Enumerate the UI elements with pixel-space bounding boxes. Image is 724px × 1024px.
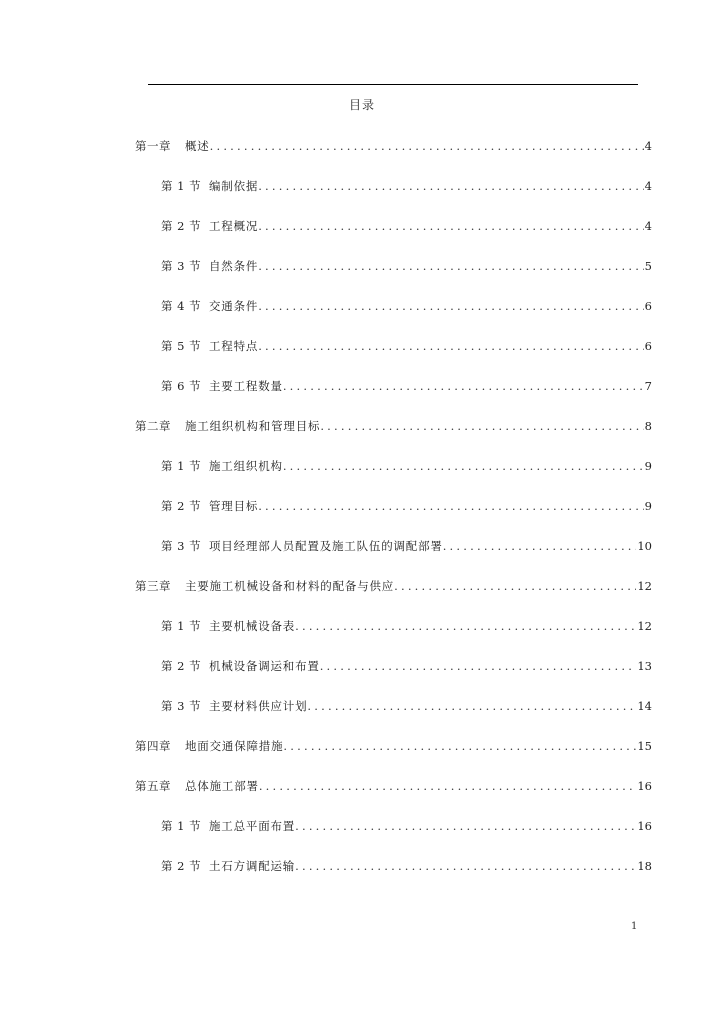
toc-leader bbox=[258, 338, 643, 354]
toc-title: 目录 bbox=[348, 98, 375, 112]
toc-label: 第 2 节 bbox=[161, 219, 202, 233]
toc-leader bbox=[295, 818, 636, 834]
toc-label: 第三章 bbox=[135, 579, 171, 593]
toc-leader bbox=[283, 458, 644, 474]
toc-entry-ch1-sec3[interactable] bbox=[161, 258, 652, 274]
toc-text: 施工组织机构和管理目标 bbox=[185, 419, 321, 433]
toc-page: 6 bbox=[644, 339, 652, 353]
toc-entry-ch1-sec2[interactable] bbox=[161, 218, 652, 234]
toc-leader bbox=[258, 298, 643, 314]
toc-label: 第 1 节 bbox=[161, 819, 202, 833]
toc-label: 第二章 bbox=[135, 419, 171, 433]
toc-page: 4 bbox=[644, 139, 652, 153]
toc-entry-ch5-sec1[interactable] bbox=[161, 818, 652, 834]
toc-label: 第 6 节 bbox=[161, 379, 202, 393]
toc-label: 第 4 节 bbox=[161, 299, 202, 313]
toc-page: 4 bbox=[644, 219, 652, 233]
toc-label: 第 3 节 bbox=[161, 539, 202, 553]
toc-entry-ch2-sec3[interactable] bbox=[161, 538, 652, 554]
toc-page: 10 bbox=[637, 539, 652, 553]
toc-text: 总体施工部署 bbox=[185, 779, 259, 793]
toc-label: 第 2 节 bbox=[161, 659, 202, 673]
toc-entry-ch1-sec6[interactable] bbox=[161, 378, 652, 394]
toc-leader bbox=[320, 658, 637, 674]
toc-entry-ch5-sec2[interactable] bbox=[161, 858, 652, 874]
toc-text: 编制依据 bbox=[209, 179, 259, 193]
toc-label: 第 2 节 bbox=[161, 859, 202, 873]
toc-entry-ch2-sec2[interactable] bbox=[161, 498, 652, 514]
toc-entry-ch3-sec2[interactable] bbox=[161, 658, 652, 674]
toc-entry-ch3-sec1[interactable] bbox=[161, 618, 652, 634]
toc-entry-ch1-sec5[interactable] bbox=[161, 338, 652, 354]
toc-page: 9 bbox=[644, 499, 652, 513]
toc-leader bbox=[295, 858, 636, 874]
toc-text: 概述 bbox=[185, 139, 210, 153]
toc-text: 主要施工机械设备和材料的配备与供应 bbox=[185, 579, 395, 593]
toc-leader bbox=[283, 378, 644, 394]
toc-page: 7 bbox=[644, 379, 652, 393]
toc-entry-chapter-1[interactable] bbox=[135, 138, 652, 154]
toc-label: 第 3 节 bbox=[161, 699, 202, 713]
toc-label: 第 1 节 bbox=[161, 459, 202, 473]
toc-page: 12 bbox=[637, 619, 652, 633]
header-rule bbox=[148, 84, 638, 85]
toc-text: 地面交通保障措施 bbox=[185, 739, 284, 753]
toc-label: 第 2 节 bbox=[161, 499, 202, 513]
toc-text: 主要机械设备表 bbox=[209, 619, 296, 633]
toc-page: 13 bbox=[637, 659, 652, 673]
toc-page: 16 bbox=[637, 779, 652, 793]
page-number: 1 bbox=[631, 921, 638, 932]
toc-page: 6 bbox=[644, 299, 652, 313]
toc-entry-ch3-sec3[interactable] bbox=[161, 698, 652, 714]
toc-leader bbox=[258, 178, 643, 194]
toc-leader bbox=[258, 218, 643, 234]
toc-text: 交通条件 bbox=[209, 299, 259, 313]
toc-text: 土石方调配运输 bbox=[209, 859, 296, 873]
toc-leader bbox=[320, 418, 643, 434]
toc-page: 16 bbox=[637, 819, 652, 833]
toc-label: 第四章 bbox=[135, 739, 171, 753]
toc-leader bbox=[258, 498, 643, 514]
toc-leader bbox=[443, 538, 637, 554]
toc-text: 施工组织机构 bbox=[209, 459, 283, 473]
toc-page: 8 bbox=[644, 419, 652, 433]
toc-label: 第 5 节 bbox=[161, 339, 202, 353]
toc-text: 主要材料供应计划 bbox=[209, 699, 308, 713]
toc-label: 第 1 节 bbox=[161, 619, 202, 633]
toc-entry-chapter-3[interactable] bbox=[135, 578, 652, 594]
toc-entry-chapter-4[interactable] bbox=[135, 738, 652, 754]
toc-page: 4 bbox=[644, 179, 652, 193]
toc-page: 14 bbox=[637, 699, 652, 713]
toc-text: 工程概况 bbox=[209, 219, 259, 233]
toc-text: 施工总平面布置 bbox=[209, 819, 296, 833]
toc-leader bbox=[259, 778, 637, 794]
toc-text: 机械设备调运和布置 bbox=[209, 659, 320, 673]
toc-entry-ch2-sec1[interactable] bbox=[161, 458, 652, 474]
toc-page: 9 bbox=[644, 459, 652, 473]
toc-label: 第一章 bbox=[135, 139, 171, 153]
toc-page: 15 bbox=[637, 739, 652, 753]
toc-leader bbox=[210, 138, 644, 154]
toc-text: 工程特点 bbox=[209, 339, 259, 353]
toc-page: 5 bbox=[644, 259, 652, 273]
toc-label: 第五章 bbox=[135, 779, 171, 793]
toc-leader bbox=[307, 698, 636, 714]
toc-text: 项目经理部人员配置及施工队伍的调配部署 bbox=[209, 539, 443, 553]
toc-entry-chapter-5[interactable] bbox=[135, 778, 652, 794]
toc-leader bbox=[258, 258, 643, 274]
toc-text: 管理目标 bbox=[209, 499, 259, 513]
toc-entry-chapter-2[interactable] bbox=[135, 418, 652, 434]
toc-leader bbox=[295, 618, 636, 634]
toc-page: 12 bbox=[637, 579, 652, 593]
toc-label: 第 3 节 bbox=[161, 259, 202, 273]
toc-text: 主要工程数量 bbox=[209, 379, 283, 393]
toc-text: 自然条件 bbox=[209, 259, 259, 273]
toc-page: 18 bbox=[637, 859, 652, 873]
toc-entry-ch1-sec1[interactable] bbox=[161, 178, 652, 194]
toc-leader bbox=[283, 738, 636, 754]
toc-entry-ch1-sec4[interactable] bbox=[161, 298, 652, 314]
toc-leader bbox=[394, 578, 636, 594]
toc-label: 第 1 节 bbox=[161, 179, 202, 193]
